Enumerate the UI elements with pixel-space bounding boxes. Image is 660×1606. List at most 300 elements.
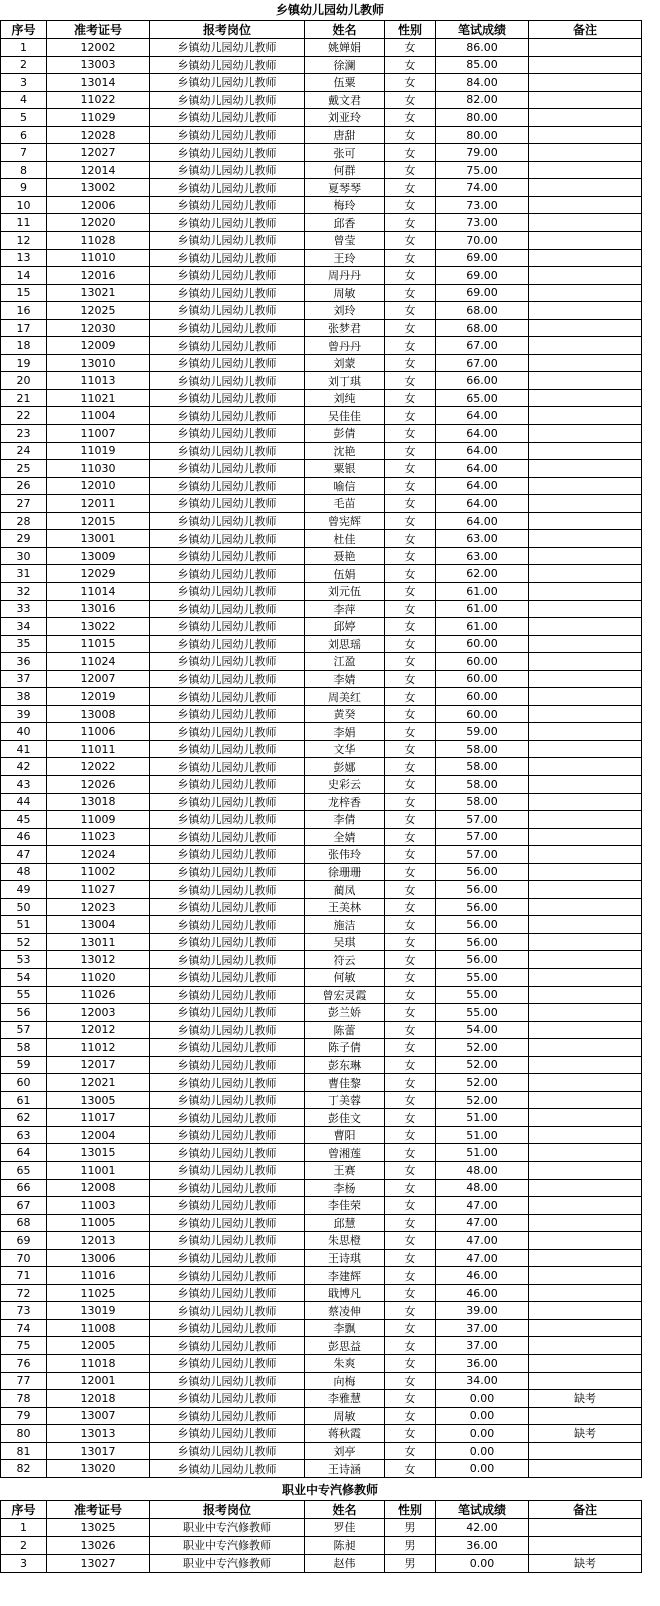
exam-id-cell: 12012 bbox=[47, 1021, 150, 1039]
position-cell: 乡镇幼儿园幼儿教师 bbox=[150, 1179, 305, 1197]
position-cell: 乡镇幼儿园幼儿教师 bbox=[150, 179, 305, 197]
remark-cell bbox=[529, 1232, 642, 1250]
table-row bbox=[1, 1056, 642, 1074]
position-cell: 乡镇幼儿园幼儿教师 bbox=[150, 1407, 305, 1425]
remark-cell bbox=[529, 1337, 642, 1355]
position-cell: 乡镇幼儿园幼儿教师 bbox=[150, 372, 305, 390]
exam-id-cell: 12003 bbox=[47, 1004, 150, 1022]
remark-cell bbox=[529, 337, 642, 355]
remark-cell bbox=[529, 530, 642, 548]
remark-cell bbox=[529, 968, 642, 986]
score-cell: 37.00 bbox=[436, 1319, 529, 1337]
name-cell: 曾丹丹 bbox=[305, 337, 385, 355]
remark-cell bbox=[529, 144, 642, 162]
score-cell: 36.00 bbox=[436, 1536, 529, 1554]
table-row bbox=[1, 442, 642, 460]
exam-id-cell: 11029 bbox=[47, 109, 150, 127]
score-cell: 60.00 bbox=[436, 705, 529, 723]
header-cell: 性别 bbox=[385, 1500, 436, 1518]
exam-id-cell: 13022 bbox=[47, 618, 150, 636]
position-cell: 乡镇幼儿园幼儿教师 bbox=[150, 1249, 305, 1267]
exam-id-cell: 12029 bbox=[47, 565, 150, 583]
name-cell: 曾宪辉 bbox=[305, 512, 385, 530]
position-cell: 乡镇幼儿园幼儿教师 bbox=[150, 407, 305, 425]
remark-cell bbox=[529, 916, 642, 934]
remark-cell bbox=[529, 1144, 642, 1162]
score-cell: 64.00 bbox=[436, 495, 529, 513]
remark-cell bbox=[529, 196, 642, 214]
gender-cell: 女 bbox=[385, 1074, 436, 1092]
exam-id-cell: 12022 bbox=[47, 758, 150, 776]
score-cell: 82.00 bbox=[436, 91, 529, 109]
score-cell: 57.00 bbox=[436, 811, 529, 829]
remark-cell bbox=[529, 1518, 642, 1536]
exam-id-cell: 12009 bbox=[47, 337, 150, 355]
seq-cell: 62 bbox=[1, 1109, 47, 1127]
table-body bbox=[1, 1518, 642, 1572]
table-row bbox=[1, 530, 642, 548]
exam-id-cell: 12014 bbox=[47, 161, 150, 179]
name-cell: 彭倩 bbox=[305, 425, 385, 443]
table-row bbox=[1, 302, 642, 320]
remark-cell bbox=[529, 126, 642, 144]
remark-cell bbox=[529, 1004, 642, 1022]
score-cell: 34.00 bbox=[436, 1372, 529, 1390]
gender-cell: 女 bbox=[385, 582, 436, 600]
exam-id-cell: 13018 bbox=[47, 793, 150, 811]
table-row bbox=[1, 1267, 642, 1285]
remark-cell bbox=[529, 1319, 642, 1337]
score-cell: 60.00 bbox=[436, 635, 529, 653]
name-cell: 李建辉 bbox=[305, 1267, 385, 1285]
score-cell: 52.00 bbox=[436, 1039, 529, 1057]
name-cell: 徐澜 bbox=[305, 56, 385, 74]
exam-id-cell: 11014 bbox=[47, 582, 150, 600]
header-cell: 准考证号 bbox=[47, 21, 150, 39]
seq-cell: 11 bbox=[1, 214, 47, 232]
position-cell: 乡镇幼儿园幼儿教师 bbox=[150, 828, 305, 846]
table-row bbox=[1, 1372, 642, 1390]
seq-cell: 53 bbox=[1, 951, 47, 969]
name-cell: 王玲 bbox=[305, 249, 385, 267]
table-row bbox=[1, 1355, 642, 1373]
gender-cell: 女 bbox=[385, 1197, 436, 1215]
name-cell: 李倩 bbox=[305, 811, 385, 829]
gender-cell: 女 bbox=[385, 389, 436, 407]
section-title: 乡镇幼儿园幼儿教师 bbox=[275, 3, 384, 17]
remark-cell bbox=[529, 653, 642, 671]
table-row bbox=[1, 1460, 642, 1478]
gender-cell: 女 bbox=[385, 530, 436, 548]
seq-cell: 52 bbox=[1, 933, 47, 951]
table-header-row bbox=[1, 21, 642, 39]
score-cell: 61.00 bbox=[436, 600, 529, 618]
remark-cell bbox=[529, 389, 642, 407]
remark-cell bbox=[529, 1302, 642, 1320]
table-row bbox=[1, 74, 642, 92]
score-cell: 85.00 bbox=[436, 56, 529, 74]
header-cell: 笔试成绩 bbox=[436, 21, 529, 39]
seq-cell: 69 bbox=[1, 1232, 47, 1250]
gender-cell: 女 bbox=[385, 214, 436, 232]
score-cell: 56.00 bbox=[436, 951, 529, 969]
name-cell: 蒋秋霞 bbox=[305, 1425, 385, 1443]
seq-cell: 12 bbox=[1, 232, 47, 250]
seq-cell: 13 bbox=[1, 249, 47, 267]
seq-cell: 33 bbox=[1, 600, 47, 618]
name-cell: 唐甜 bbox=[305, 126, 385, 144]
table-row bbox=[1, 1144, 642, 1162]
score-cell: 75.00 bbox=[436, 161, 529, 179]
position-cell: 乡镇幼儿园幼儿教师 bbox=[150, 1162, 305, 1180]
gender-cell: 女 bbox=[385, 74, 436, 92]
score-cell: 60.00 bbox=[436, 653, 529, 671]
remark-cell bbox=[529, 267, 642, 285]
table-row bbox=[1, 618, 642, 636]
name-cell: 江盈 bbox=[305, 653, 385, 671]
table-row bbox=[1, 758, 642, 776]
seq-cell: 31 bbox=[1, 565, 47, 583]
remark-cell bbox=[529, 758, 642, 776]
remark-cell bbox=[529, 1460, 642, 1478]
position-cell: 乡镇幼儿园幼儿教师 bbox=[150, 302, 305, 320]
position-cell: 乡镇幼儿园幼儿教师 bbox=[150, 898, 305, 916]
score-cell: 56.00 bbox=[436, 933, 529, 951]
name-cell: 施洁 bbox=[305, 916, 385, 934]
position-cell: 乡镇幼儿园幼儿教师 bbox=[150, 477, 305, 495]
seq-cell: 54 bbox=[1, 968, 47, 986]
position-cell: 乡镇幼儿园幼儿教师 bbox=[150, 1355, 305, 1373]
gender-cell: 男 bbox=[385, 1518, 436, 1536]
seq-cell: 50 bbox=[1, 898, 47, 916]
header-cell: 序号 bbox=[1, 21, 47, 39]
name-cell: 梅玲 bbox=[305, 196, 385, 214]
name-cell: 刘蒙 bbox=[305, 354, 385, 372]
position-cell: 乡镇幼儿园幼儿教师 bbox=[150, 670, 305, 688]
table-row bbox=[1, 916, 642, 934]
gender-cell: 女 bbox=[385, 1460, 436, 1478]
gender-cell: 女 bbox=[385, 1302, 436, 1320]
gender-cell: 女 bbox=[385, 1126, 436, 1144]
name-cell: 李雅慧 bbox=[305, 1390, 385, 1408]
exam-id-cell: 13015 bbox=[47, 1144, 150, 1162]
score-cell: 46.00 bbox=[436, 1284, 529, 1302]
score-cell: 58.00 bbox=[436, 793, 529, 811]
name-cell: 吴琪 bbox=[305, 933, 385, 951]
remark-cell bbox=[529, 828, 642, 846]
remark-cell bbox=[529, 547, 642, 565]
gender-cell: 女 bbox=[385, 635, 436, 653]
seq-cell: 63 bbox=[1, 1126, 47, 1144]
gender-cell: 女 bbox=[385, 1091, 436, 1109]
remark-cell bbox=[529, 39, 642, 57]
seq-cell: 71 bbox=[1, 1267, 47, 1285]
gender-cell: 女 bbox=[385, 425, 436, 443]
table-row bbox=[1, 337, 642, 355]
position-cell: 乡镇幼儿园幼儿教师 bbox=[150, 56, 305, 74]
table-row bbox=[1, 196, 642, 214]
gender-cell: 女 bbox=[385, 1056, 436, 1074]
remark-cell bbox=[529, 302, 642, 320]
seq-cell: 15 bbox=[1, 284, 47, 302]
exam-id-cell: 11018 bbox=[47, 1355, 150, 1373]
table-row bbox=[1, 109, 642, 127]
gender-cell: 女 bbox=[385, 881, 436, 899]
score-cell: 65.00 bbox=[436, 389, 529, 407]
gender-cell: 女 bbox=[385, 1232, 436, 1250]
seq-cell: 40 bbox=[1, 723, 47, 741]
remark-cell bbox=[529, 1214, 642, 1232]
exam-id-cell: 13010 bbox=[47, 354, 150, 372]
remark-cell: 缺考 bbox=[529, 1425, 642, 1443]
name-cell: 蔺凤 bbox=[305, 881, 385, 899]
remark-cell bbox=[529, 214, 642, 232]
remark-cell bbox=[529, 723, 642, 741]
score-cell: 62.00 bbox=[436, 565, 529, 583]
score-cell: 80.00 bbox=[436, 126, 529, 144]
name-cell: 徐珊珊 bbox=[305, 863, 385, 881]
score-cell: 51.00 bbox=[436, 1144, 529, 1162]
gender-cell: 女 bbox=[385, 39, 436, 57]
score-cell: 36.00 bbox=[436, 1355, 529, 1373]
seq-cell: 75 bbox=[1, 1337, 47, 1355]
exam-id-cell: 11026 bbox=[47, 986, 150, 1004]
remark-cell bbox=[529, 1021, 642, 1039]
remark-cell bbox=[529, 442, 642, 460]
table-row bbox=[1, 653, 642, 671]
gender-cell: 女 bbox=[385, 337, 436, 355]
gender-cell: 女 bbox=[385, 267, 436, 285]
name-cell: 黄癸 bbox=[305, 705, 385, 723]
score-cell: 46.00 bbox=[436, 1267, 529, 1285]
position-cell: 乡镇幼儿园幼儿教师 bbox=[150, 565, 305, 583]
remark-cell bbox=[529, 582, 642, 600]
table-row bbox=[1, 1319, 642, 1337]
exam-id-cell: 12027 bbox=[47, 144, 150, 162]
gender-cell: 女 bbox=[385, 372, 436, 390]
position-cell: 乡镇幼儿园幼儿教师 bbox=[150, 846, 305, 864]
header-cell: 备注 bbox=[529, 21, 642, 39]
seq-cell: 9 bbox=[1, 179, 47, 197]
exam-id-cell: 11021 bbox=[47, 389, 150, 407]
score-cell: 58.00 bbox=[436, 758, 529, 776]
position-cell: 乡镇幼儿园幼儿教师 bbox=[150, 1319, 305, 1337]
exam-id-cell: 11022 bbox=[47, 91, 150, 109]
position-cell: 乡镇幼儿园幼儿教师 bbox=[150, 688, 305, 706]
name-cell: 杜佳 bbox=[305, 530, 385, 548]
exam-id-cell: 12030 bbox=[47, 319, 150, 337]
remark-cell bbox=[529, 512, 642, 530]
seq-cell: 22 bbox=[1, 407, 47, 425]
name-cell: 沈艳 bbox=[305, 442, 385, 460]
score-cell: 69.00 bbox=[436, 284, 529, 302]
score-cell: 61.00 bbox=[436, 582, 529, 600]
table-row bbox=[1, 319, 642, 337]
table-row bbox=[1, 986, 642, 1004]
table-row bbox=[1, 1126, 642, 1144]
gender-cell: 女 bbox=[385, 670, 436, 688]
seq-cell: 2 bbox=[1, 56, 47, 74]
name-cell: 彭思益 bbox=[305, 1337, 385, 1355]
position-cell: 乡镇幼儿园幼儿教师 bbox=[150, 968, 305, 986]
seq-cell: 20 bbox=[1, 372, 47, 390]
name-cell: 毛苗 bbox=[305, 495, 385, 513]
gender-cell: 女 bbox=[385, 91, 436, 109]
remark-cell bbox=[529, 1407, 642, 1425]
table-row bbox=[1, 1004, 642, 1022]
remark-cell bbox=[529, 740, 642, 758]
score-cell: 56.00 bbox=[436, 863, 529, 881]
position-cell: 乡镇幼儿园幼儿教师 bbox=[150, 1091, 305, 1109]
position-cell: 乡镇幼儿园幼儿教师 bbox=[150, 758, 305, 776]
position-cell: 乡镇幼儿园幼儿教师 bbox=[150, 319, 305, 337]
gender-cell: 女 bbox=[385, 109, 436, 127]
remark-cell bbox=[529, 284, 642, 302]
exam-id-cell: 13026 bbox=[47, 1536, 150, 1554]
seq-cell: 7 bbox=[1, 144, 47, 162]
score-cell: 56.00 bbox=[436, 881, 529, 899]
gender-cell: 女 bbox=[385, 986, 436, 1004]
table-row bbox=[1, 1214, 642, 1232]
remark-cell bbox=[529, 319, 642, 337]
exam-id-cell: 13011 bbox=[47, 933, 150, 951]
remark-cell bbox=[529, 1039, 642, 1057]
name-cell: 曹佳黎 bbox=[305, 1074, 385, 1092]
gender-cell: 女 bbox=[385, 512, 436, 530]
remark-cell bbox=[529, 933, 642, 951]
remark-cell bbox=[529, 1074, 642, 1092]
gender-cell: 女 bbox=[385, 916, 436, 934]
gender-cell: 女 bbox=[385, 302, 436, 320]
remark-cell bbox=[529, 775, 642, 793]
name-cell: 周敏 bbox=[305, 1407, 385, 1425]
score-cell: 67.00 bbox=[436, 337, 529, 355]
position-cell: 乡镇幼儿园幼儿教师 bbox=[150, 232, 305, 250]
exam-id-cell: 11024 bbox=[47, 653, 150, 671]
name-cell: 张可 bbox=[305, 144, 385, 162]
name-cell: 朱思橙 bbox=[305, 1232, 385, 1250]
gender-cell: 女 bbox=[385, 811, 436, 829]
remark-cell bbox=[529, 863, 642, 881]
exam-id-cell: 13021 bbox=[47, 284, 150, 302]
remark-cell bbox=[529, 1197, 642, 1215]
gender-cell: 女 bbox=[385, 1390, 436, 1408]
remark-cell bbox=[529, 1267, 642, 1285]
name-cell: 刘玲 bbox=[305, 302, 385, 320]
seq-cell: 77 bbox=[1, 1372, 47, 1390]
table-row bbox=[1, 161, 642, 179]
gender-cell: 女 bbox=[385, 56, 436, 74]
seq-cell: 34 bbox=[1, 618, 47, 636]
score-cell: 64.00 bbox=[436, 407, 529, 425]
exam-id-cell: 13008 bbox=[47, 705, 150, 723]
position-cell: 乡镇幼儿园幼儿教师 bbox=[150, 1126, 305, 1144]
header-cell: 姓名 bbox=[305, 1500, 385, 1518]
table-row bbox=[1, 740, 642, 758]
gender-cell: 女 bbox=[385, 705, 436, 723]
name-cell: 李萍 bbox=[305, 600, 385, 618]
position-cell: 乡镇幼儿园幼儿教师 bbox=[150, 74, 305, 92]
seq-cell: 70 bbox=[1, 1249, 47, 1267]
score-cell: 64.00 bbox=[436, 442, 529, 460]
score-cell: 66.00 bbox=[436, 372, 529, 390]
remark-cell bbox=[529, 249, 642, 267]
score-cell: 60.00 bbox=[436, 670, 529, 688]
exam-id-cell: 13005 bbox=[47, 1091, 150, 1109]
score-table-kindergarten bbox=[0, 20, 642, 1478]
name-cell: 伍娟 bbox=[305, 565, 385, 583]
remark-cell bbox=[529, 460, 642, 478]
seq-cell: 18 bbox=[1, 337, 47, 355]
position-cell: 乡镇幼儿园幼儿教师 bbox=[150, 144, 305, 162]
remark-cell bbox=[529, 477, 642, 495]
name-cell: 戢博凡 bbox=[305, 1284, 385, 1302]
position-cell: 乡镇幼儿园幼儿教师 bbox=[150, 933, 305, 951]
table-row bbox=[1, 91, 642, 109]
table-row bbox=[1, 1109, 642, 1127]
score-table-auto-repair bbox=[0, 1500, 642, 1573]
score-cell: 63.00 bbox=[436, 530, 529, 548]
gender-cell: 女 bbox=[385, 933, 436, 951]
exam-id-cell: 12026 bbox=[47, 775, 150, 793]
position-cell: 乡镇幼儿园幼儿教师 bbox=[150, 811, 305, 829]
remark-cell bbox=[529, 793, 642, 811]
remark-cell bbox=[529, 74, 642, 92]
table-row bbox=[1, 951, 642, 969]
score-cell: 58.00 bbox=[436, 740, 529, 758]
table-row bbox=[1, 1284, 642, 1302]
position-cell: 乡镇幼儿园幼儿教师 bbox=[150, 337, 305, 355]
gender-cell: 女 bbox=[385, 319, 436, 337]
exam-id-cell: 11010 bbox=[47, 249, 150, 267]
score-cell: 48.00 bbox=[436, 1162, 529, 1180]
gender-cell: 女 bbox=[385, 846, 436, 864]
gender-cell: 女 bbox=[385, 477, 436, 495]
score-cell: 0.00 bbox=[436, 1425, 529, 1443]
seq-cell: 30 bbox=[1, 547, 47, 565]
exam-id-cell: 12020 bbox=[47, 214, 150, 232]
table-row bbox=[1, 477, 642, 495]
position-cell: 乡镇幼儿园幼儿教师 bbox=[150, 460, 305, 478]
exam-id-cell: 12010 bbox=[47, 477, 150, 495]
table-row bbox=[1, 933, 642, 951]
remark-cell bbox=[529, 407, 642, 425]
score-cell: 54.00 bbox=[436, 1021, 529, 1039]
remark-cell bbox=[529, 354, 642, 372]
exam-id-cell: 12021 bbox=[47, 1074, 150, 1092]
score-cell: 47.00 bbox=[436, 1214, 529, 1232]
table-row bbox=[1, 1232, 642, 1250]
exam-id-cell: 11019 bbox=[47, 442, 150, 460]
position-cell: 职业中专汽修教师 bbox=[150, 1518, 305, 1536]
table-row bbox=[1, 425, 642, 443]
score-cell: 68.00 bbox=[436, 302, 529, 320]
position-cell: 乡镇幼儿园幼儿教师 bbox=[150, 1337, 305, 1355]
name-cell: 彭东琳 bbox=[305, 1056, 385, 1074]
name-cell: 喻信 bbox=[305, 477, 385, 495]
score-cell: 47.00 bbox=[436, 1197, 529, 1215]
seq-cell: 29 bbox=[1, 530, 47, 548]
name-cell: 王美林 bbox=[305, 898, 385, 916]
exam-id-cell: 13027 bbox=[47, 1554, 150, 1572]
position-cell: 乡镇幼儿园幼儿教师 bbox=[150, 1390, 305, 1408]
table-row bbox=[1, 863, 642, 881]
exam-id-cell: 11027 bbox=[47, 881, 150, 899]
name-cell: 文华 bbox=[305, 740, 385, 758]
exam-id-cell: 12023 bbox=[47, 898, 150, 916]
exam-id-cell: 12011 bbox=[47, 495, 150, 513]
gender-cell: 女 bbox=[385, 758, 436, 776]
